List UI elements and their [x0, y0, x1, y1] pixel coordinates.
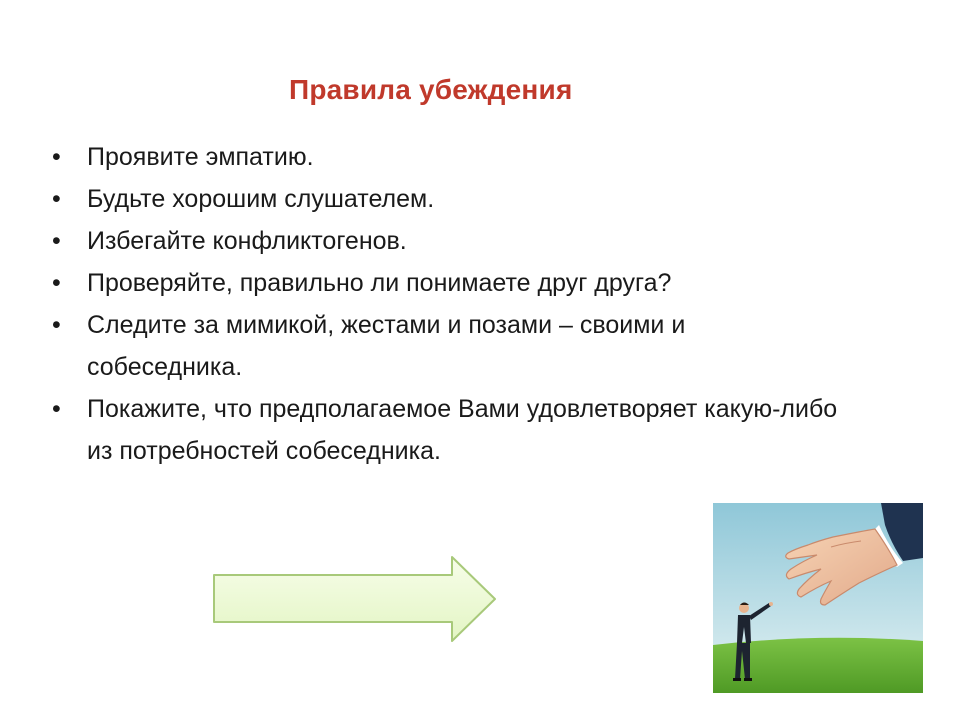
bullet-text: Будьте хорошим слушателем.: [87, 185, 435, 213]
bullet-dot-icon: •: [52, 311, 61, 339]
bullet-text: Следите за мимикой, жестами и позами – своими и собеседника.: [87, 311, 686, 381]
bullet-dot-icon: •: [52, 185, 61, 213]
bullet-text: Проявите эмпатию.: [87, 143, 314, 171]
bullet-item: [52, 388, 847, 472]
bullet-dot-icon: •: [52, 269, 61, 297]
right-arrow-icon: [212, 555, 497, 643]
bullet-dot-icon: •: [52, 227, 61, 255]
bullet-dot-icon: •: [52, 143, 61, 171]
bullet-list: [52, 136, 838, 472]
bullet-text: Избегайте конфликтогенов.: [87, 227, 407, 255]
slide-title: Правила убеждения: [289, 74, 573, 105]
bullet-item: [52, 304, 827, 388]
bullet-text: Покажите, что предполагаемое Вами удовлетворяет какую-либо из потребностей собеседника.: [87, 395, 838, 465]
handshake-illustration: [713, 503, 923, 693]
bullet-text: Проверяйте, правильно ли понимаете друг друга?: [87, 269, 672, 297]
bullet-item: [52, 262, 812, 304]
bullet-item: [52, 178, 812, 220]
bullet-item: [52, 220, 812, 262]
bullet-item: [52, 136, 812, 178]
bullet-dot-icon: •: [52, 395, 61, 423]
